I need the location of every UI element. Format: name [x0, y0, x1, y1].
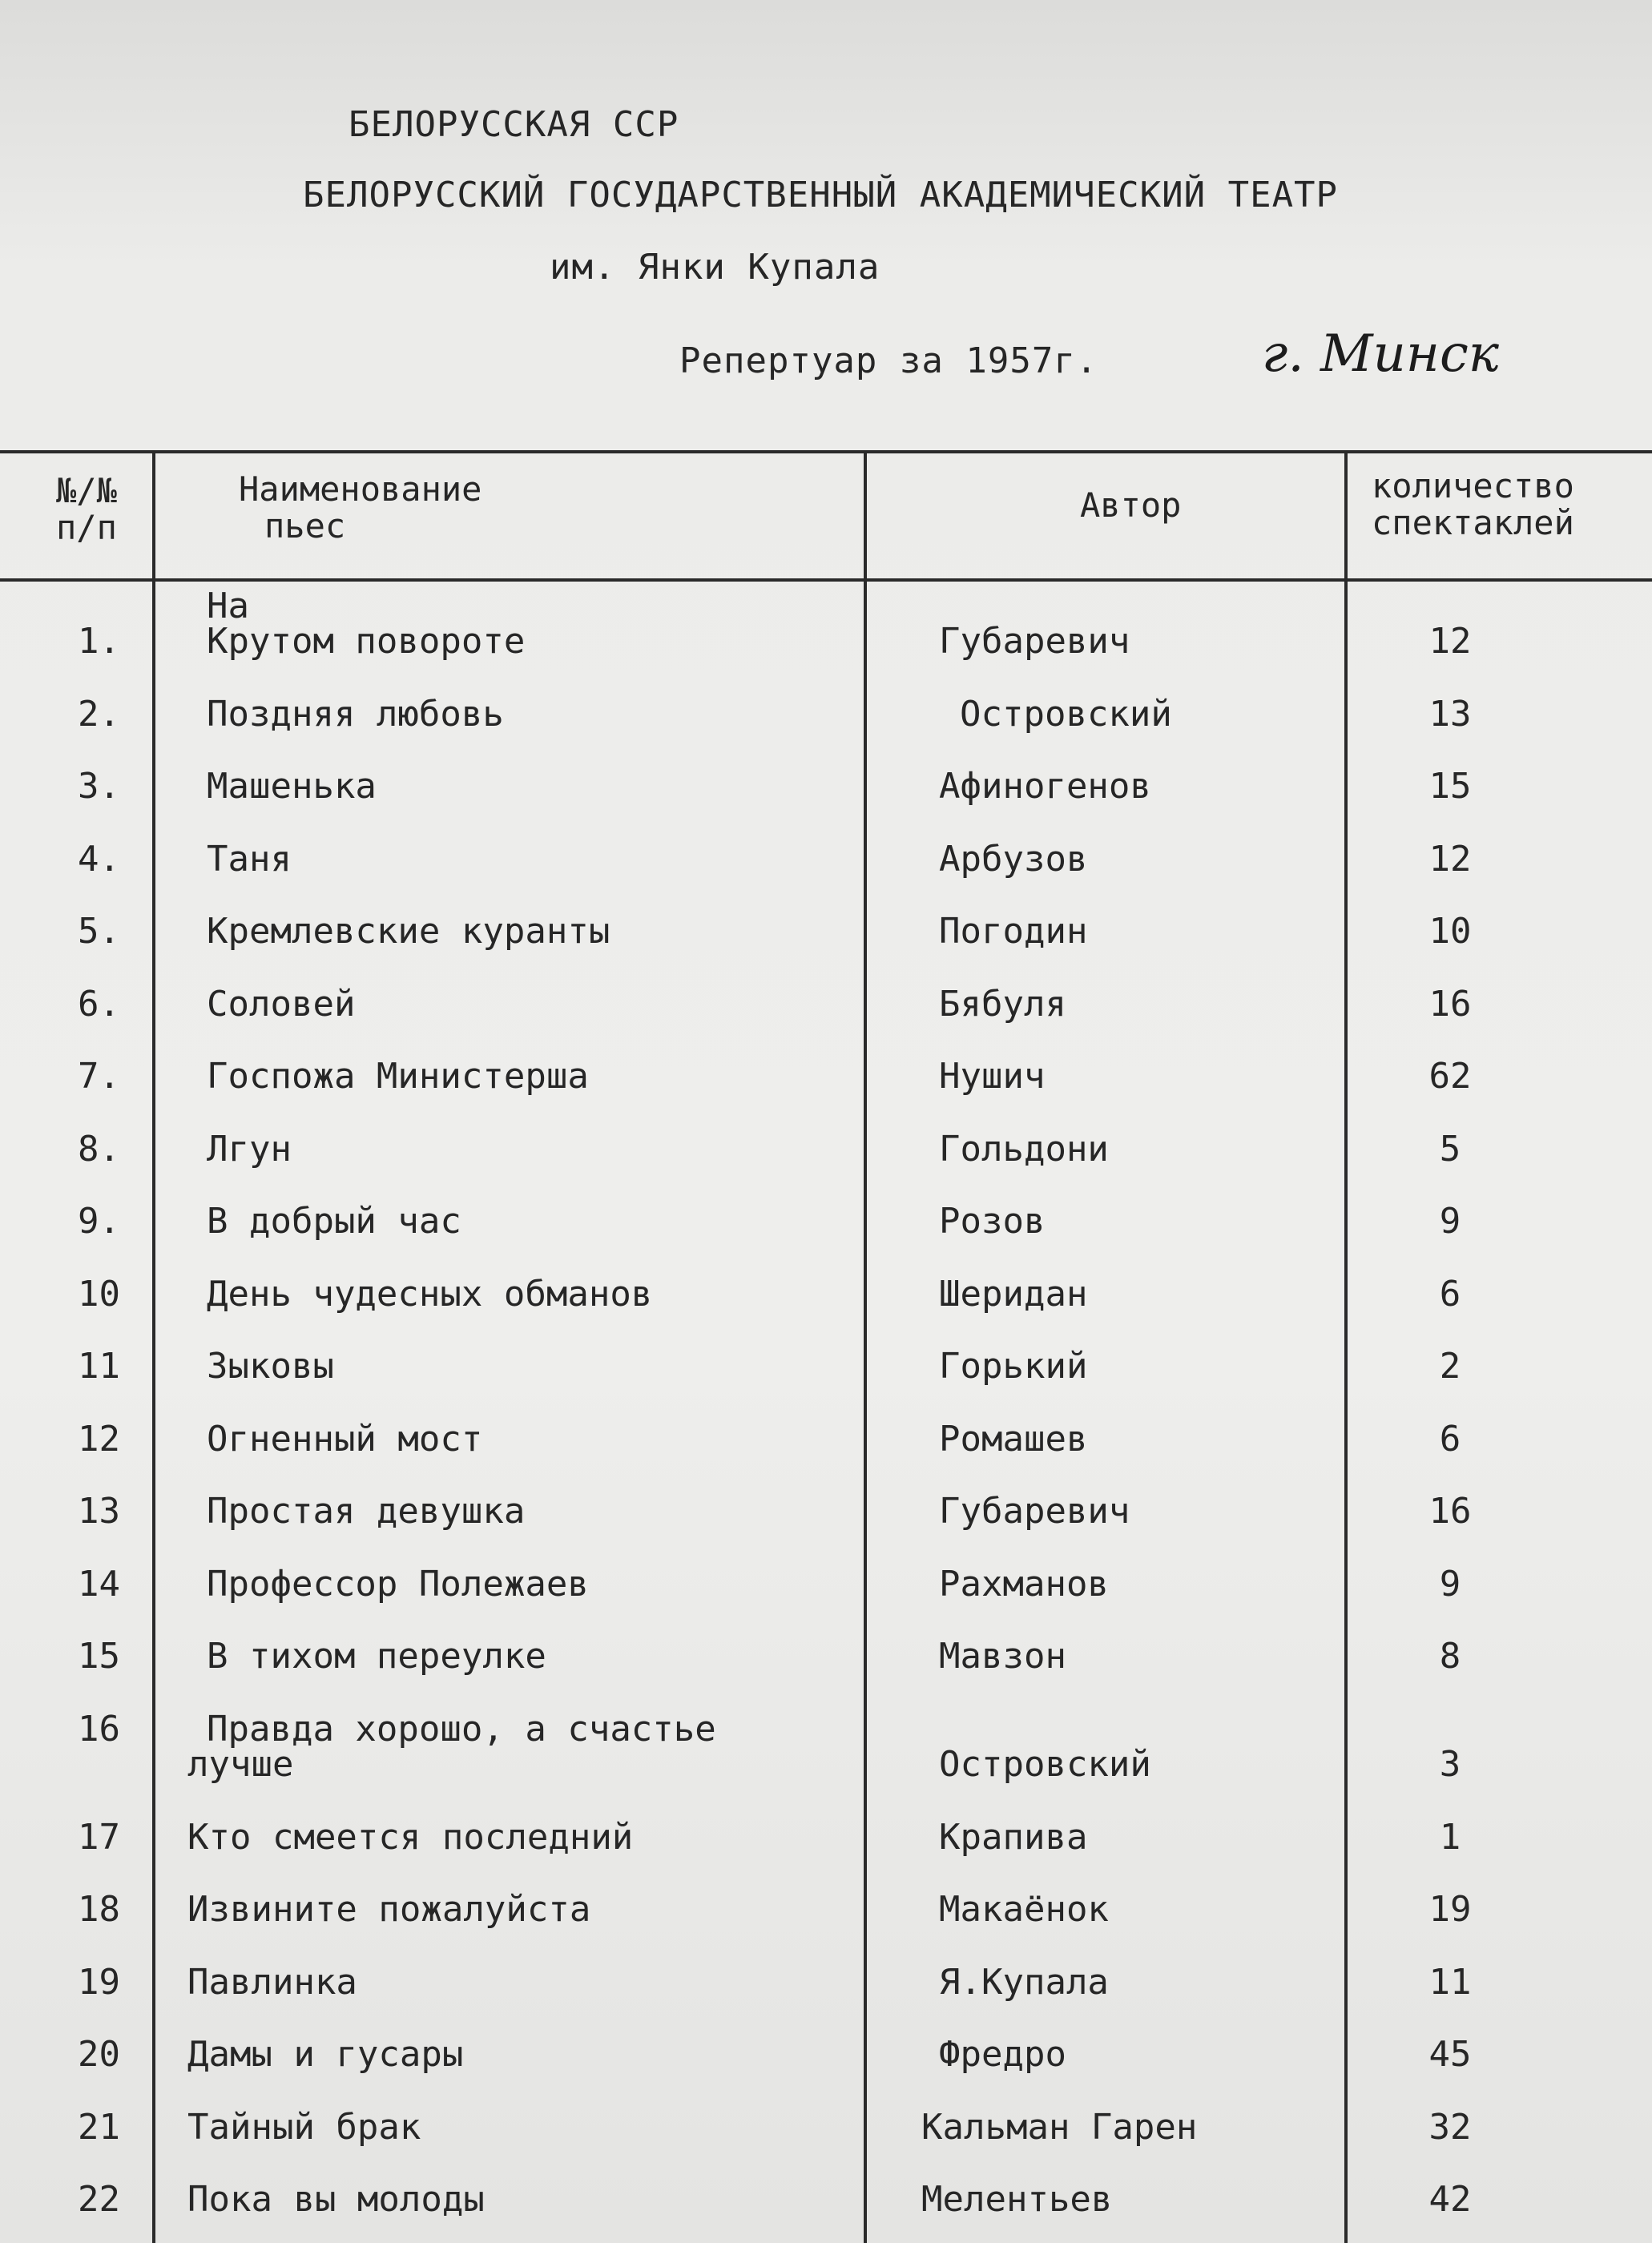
- row-performance-count: 16: [1428, 1491, 1472, 1532]
- row-performance-count: 6: [1439, 1418, 1461, 1460]
- row-performance-count: 11: [1428, 1961, 1472, 2003]
- row-author: Губаревич: [939, 1491, 1130, 1532]
- column-divider-2: [864, 450, 867, 2243]
- col-num-header-line1: №/№: [56, 471, 117, 510]
- row-title-prefix: На: [207, 586, 249, 626]
- row-author: Кальман Гарен: [921, 2106, 1198, 2148]
- col-count-header-line2: спектаклей: [1372, 503, 1574, 542]
- col-title-header-line1: Наименование: [239, 469, 482, 509]
- row-author: Арбузов: [939, 838, 1088, 880]
- row-title: Поздняя любовь: [207, 693, 504, 735]
- row-title: Правда хорошо, а счастье: [207, 1708, 716, 1750]
- row-number: 5.: [78, 911, 120, 952]
- row-performance-count: 3: [1439, 1743, 1461, 1785]
- column-divider-3: [1344, 450, 1348, 2243]
- row-performance-count: 19: [1428, 1889, 1472, 1930]
- row-performance-count: 1: [1439, 1816, 1461, 1858]
- column-divider-1: [152, 450, 155, 2243]
- row-title: Извините пожалуйста: [187, 1889, 591, 1930]
- row-author: Крапива: [939, 1816, 1088, 1858]
- row-performance-count: 32: [1428, 2106, 1472, 2148]
- row-number: 1.: [78, 621, 120, 662]
- row-title: Крутом повороте: [207, 621, 526, 662]
- row-author: Розов: [939, 1201, 1046, 1242]
- row-author: Погодин: [939, 911, 1088, 952]
- row-title: Кремлевские куранты: [207, 911, 610, 952]
- col-num-header-line2: п/п: [56, 508, 117, 547]
- row-title: Госпожа Министерша: [207, 1056, 589, 1097]
- row-performance-count: 10: [1428, 911, 1472, 952]
- header-republic: БЕЛОРУССКАЯ ССР: [349, 104, 679, 145]
- row-number: 14: [78, 1563, 120, 1605]
- table-top-border: [0, 450, 1652, 453]
- row-number: 15: [78, 1636, 120, 1677]
- row-author: Макаёнок: [939, 1889, 1109, 1930]
- col-count-header-line1: количество: [1372, 466, 1574, 505]
- row-title: Лгун: [207, 1128, 292, 1170]
- row-title: Павлинка: [187, 1961, 357, 2003]
- row-number: 11: [78, 1346, 120, 1387]
- row-author: Островский: [960, 693, 1172, 735]
- row-number: 20: [78, 2034, 120, 2075]
- row-author: Шеридан: [939, 1273, 1088, 1315]
- row-author: Нушич: [939, 1056, 1046, 1097]
- row-performance-count: 9: [1439, 1563, 1461, 1605]
- row-title: Соловей: [207, 983, 356, 1025]
- row-performance-count: 16: [1428, 983, 1472, 1025]
- row-performance-count: 15: [1428, 766, 1472, 807]
- row-title: Кто смеется последний: [187, 1816, 634, 1858]
- row-number: 22: [78, 2179, 120, 2220]
- row-performance-count: 42: [1428, 2179, 1472, 2220]
- row-performance-count: 12: [1428, 838, 1472, 880]
- row-performance-count: 13: [1428, 693, 1472, 735]
- row-title: В добрый час: [207, 1201, 461, 1242]
- row-author: Рахманов: [939, 1563, 1109, 1605]
- row-number: 16: [78, 1708, 120, 1750]
- row-title: Дамы и гусары: [187, 2034, 464, 2075]
- row-number: 3.: [78, 766, 120, 807]
- header-theatre: БЕЛОРУССКИЙ ГОСУДАРСТВЕННЫЙ АКАДЕМИЧЕСКИЙ ТЕАТР: [303, 175, 1339, 215]
- row-author: Ромашев: [939, 1418, 1088, 1460]
- row-author: Мавзон: [939, 1636, 1066, 1677]
- row-author: Афиногенов: [939, 766, 1151, 807]
- row-performance-count: 12: [1428, 621, 1472, 662]
- row-number: 13: [78, 1491, 120, 1532]
- col-title-header-line2: пьес: [264, 506, 346, 546]
- row-performance-count: 5: [1439, 1128, 1461, 1170]
- row-performance-count: 2: [1439, 1346, 1461, 1387]
- row-number: 2.: [78, 693, 120, 735]
- row-title: В тихом переулке: [207, 1636, 546, 1677]
- row-title: День чудесных обманов: [207, 1273, 653, 1315]
- col-author-header: Автор: [1080, 485, 1182, 525]
- row-number: 8.: [78, 1128, 120, 1170]
- row-number: 17: [78, 1816, 120, 1858]
- row-number: 10: [78, 1273, 120, 1315]
- header-repertoire-year: Репертуар за 1957г.: [679, 340, 1098, 381]
- row-title: Таня: [207, 838, 292, 880]
- row-number: 21: [78, 2106, 120, 2148]
- row-author: Гольдони: [939, 1128, 1109, 1170]
- header-theatre-name: им. Янки Купала: [550, 247, 880, 288]
- row-author: Островский: [939, 1743, 1151, 1785]
- row-title-continuation: лучше: [187, 1743, 294, 1785]
- row-author: Я.Купала: [939, 1961, 1109, 2003]
- row-title: Машенька: [207, 766, 377, 807]
- row-number: 19: [78, 1961, 120, 2003]
- row-number: 6.: [78, 983, 120, 1025]
- row-performance-count: 8: [1439, 1636, 1461, 1677]
- row-author: Бябуля: [939, 983, 1066, 1025]
- row-number: 7.: [78, 1056, 120, 1097]
- repertoire-table: [0, 450, 1652, 2243]
- row-number: 9.: [78, 1201, 120, 1242]
- row-performance-count: 45: [1428, 2034, 1472, 2075]
- row-title: Огненный мост: [207, 1418, 483, 1460]
- row-title: Простая девушка: [207, 1491, 526, 1532]
- row-title: Тайный брак: [187, 2106, 421, 2148]
- row-author: Горький: [939, 1346, 1088, 1387]
- row-author: Губаревич: [939, 621, 1130, 662]
- handwritten-city-note: г. Минск: [1262, 324, 1499, 384]
- row-performance-count: 62: [1428, 1056, 1472, 1097]
- row-author: Мелентьев: [921, 2179, 1113, 2220]
- row-author: Фредро: [939, 2034, 1066, 2075]
- row-title: Профессор Полежаев: [207, 1563, 589, 1605]
- row-performance-count: 6: [1439, 1273, 1461, 1315]
- row-performance-count: 9: [1439, 1201, 1461, 1242]
- row-number: 4.: [78, 838, 120, 880]
- table-header-border: [0, 578, 1652, 582]
- row-title: Зыковы: [207, 1346, 334, 1387]
- row-number: 18: [78, 1889, 120, 1930]
- row-number: 12: [78, 1418, 120, 1460]
- row-title: Пока вы молоды: [187, 2179, 485, 2220]
